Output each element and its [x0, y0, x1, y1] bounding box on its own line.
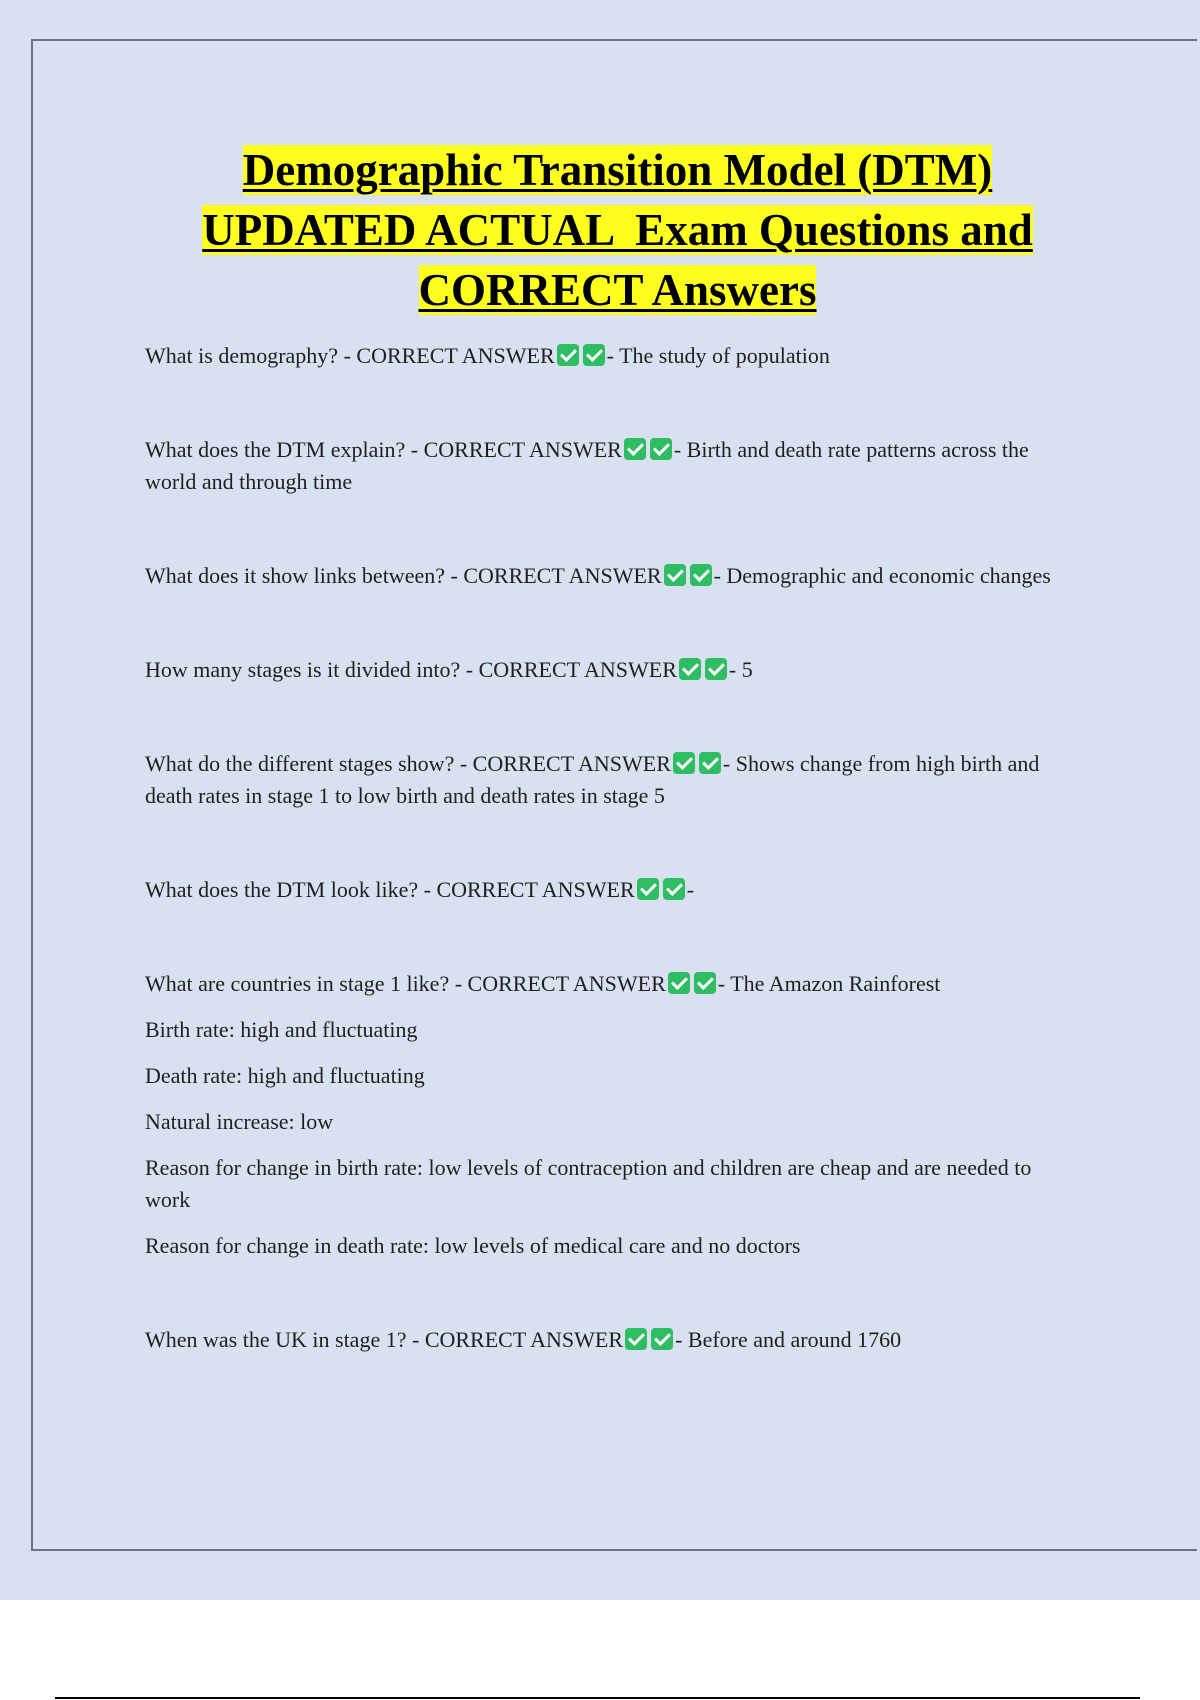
check-box-icon: [673, 752, 695, 774]
answer-marker: CORRECT ANSWER: [467, 971, 666, 996]
qa-item: What does the DTM explain? - CORRECT ANSWER - Birth and death rate patterns across the world and through time: [145, 437, 1029, 494]
qa-list: [145, 340, 1080, 1356]
question-text: How many stages is it divided into?: [145, 657, 461, 682]
answer-text: Birth and death rate patterns across the world and through time: [145, 437, 1029, 494]
check-box-icon: [705, 658, 727, 680]
answer-marker: CORRECT ANSWER: [356, 343, 555, 368]
qa-item: What does the DTM look like? - CORRECT ANSWER -: [145, 877, 695, 902]
detail-line: Death rate: high and fluctuating: [145, 1063, 425, 1088]
qa-item: How many stages is it divided into? - CORRECT ANSWER - 5: [145, 657, 753, 682]
title-line: CORRECT Answers: [418, 265, 817, 315]
footer-rule: [55, 1697, 1140, 1699]
qa-item: When was the UK in stage 1? - CORRECT ANSWER - Before and around 1760: [145, 1327, 902, 1352]
qa-item: What does it show links between? - CORRECT ANSWER - Demographic and economic changes: [145, 563, 1051, 588]
detail-line: Birth rate: high and fluctuating: [145, 1017, 418, 1042]
check-box-icon: [625, 1328, 647, 1350]
answer-marker: CORRECT ANSWER: [463, 563, 662, 588]
check-box-icon: [668, 972, 690, 994]
question-text: When was the UK in stage 1?: [145, 1327, 407, 1352]
qa-item: What is demography? - CORRECT ANSWER - The study of population: [145, 343, 830, 368]
check-box-icon: [664, 564, 686, 586]
answer-text: Before and around 1760: [687, 1327, 902, 1352]
document-title: [120, 140, 1115, 320]
title-line: UPDATED ACTUAL Exam Questions and: [202, 205, 1033, 255]
answer-marker: CORRECT ANSWER: [478, 657, 677, 682]
detail-line: Reason for change in death rate: low levels of medical care and no doctors: [145, 1233, 801, 1258]
answer-text: The Amazon Rainforest: [730, 971, 941, 996]
check-box-icon: [694, 972, 716, 994]
detail-line: Reason for change in birth rate: low levels of contraception and children are cheap and are needed to work: [145, 1155, 1032, 1212]
question-text: What do the different stages show?: [145, 751, 455, 776]
question-text: What does the DTM explain?: [145, 437, 406, 462]
answer-text: The study of population: [619, 343, 830, 368]
answer-text: Demographic and economic changes: [726, 563, 1051, 588]
check-box-icon: [651, 1328, 673, 1350]
check-box-icon: [679, 658, 701, 680]
title-line: Demographic Transition Model (DTM): [242, 145, 993, 195]
question-text: What does the DTM look like?: [145, 877, 419, 902]
question-text: What are countries in stage 1 like?: [145, 971, 450, 996]
answer-text: Shows change from high birth and death rates in stage 1 to low birth and death rates in stage 5: [145, 751, 1040, 808]
check-box-icon: [663, 878, 685, 900]
answer-marker: CORRECT ANSWER: [436, 877, 635, 902]
check-box-icon: [624, 438, 646, 460]
check-box-icon: [690, 564, 712, 586]
check-box-icon: [637, 878, 659, 900]
qa-item: What do the different stages show? - CORRECT ANSWER - Shows change from high birth and death rates in stage 1 to low birth and death rates in stage 5: [145, 751, 1040, 808]
answer-marker: CORRECT ANSWER: [423, 437, 622, 462]
check-box-icon: [699, 752, 721, 774]
check-box-icon: [650, 438, 672, 460]
answer-text: 5: [741, 657, 753, 682]
check-box-icon: [557, 344, 579, 366]
question-text: What does it show links between?: [145, 563, 445, 588]
qa-item: What are countries in stage 1 like? - CORRECT ANSWER - The Amazon Rainforest: [145, 971, 941, 996]
detail-line: Natural increase: low: [145, 1109, 334, 1134]
question-text: What is demography?: [145, 343, 339, 368]
answer-marker: CORRECT ANSWER: [472, 751, 671, 776]
answer-marker: CORRECT ANSWER: [424, 1327, 624, 1352]
check-box-icon: [583, 344, 605, 366]
